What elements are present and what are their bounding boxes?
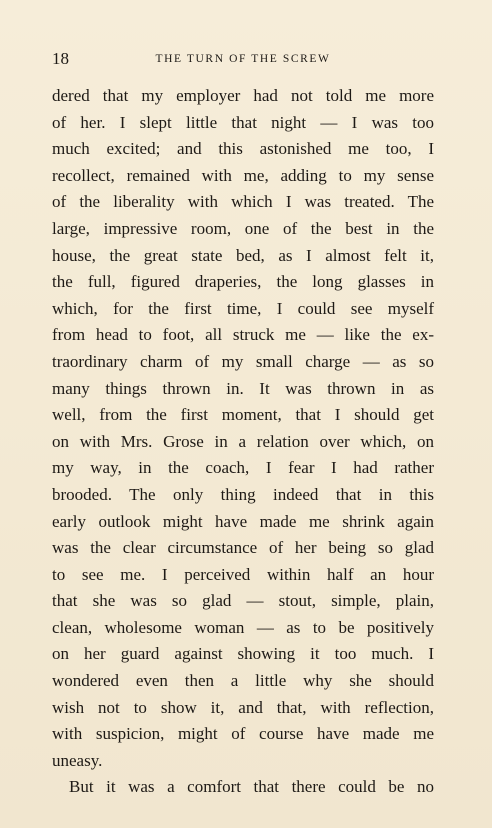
running-title: THE TURN OF THE SCREW [155,53,331,65]
text-line: of the liberality with which I was treated. The [52,192,434,212]
text-line: well, from the first moment, that I should get [52,405,434,425]
text-line: dered that my employer had not told me more [52,86,434,105]
paragraph [52,774,434,801]
text-line: much excited; and this astonished me too, I [52,139,434,159]
text-line: wish not to show it, and that, with reflection, [52,697,434,717]
text-line: early outlook might have made me shrink again [52,511,434,531]
text-line: recollect, remained with me, adding to my sense [52,165,434,185]
text-line: But it was a comfort that there could be no [69,777,434,797]
paragraph [52,83,434,774]
text-line: many things thrown in. It was thrown in as [52,378,434,398]
text-line: which, for the first time, I could see myself [52,298,434,318]
page-header [52,48,434,70]
body-text [52,83,434,801]
text-line: the full, figured draperies, the long glasses in [52,272,434,292]
text-line: of her. I slept little that night — I was too [52,112,434,132]
text-line: on her guard against showing it too much. I [52,644,434,664]
text-line: was the clear circumstance of her being so glad [52,538,434,558]
text-line: house, the great state bed, as I almost felt it, [52,245,434,265]
text-line: on with Mrs. Grose in a relation over which, on [52,431,434,451]
text-line: brooded. The only thing indeed that in this [52,484,434,504]
text-line: wondered even then a little why she should [52,671,434,691]
text-line: with suspicion, might of course have made me [52,724,434,744]
text-line: from head to foot, all struck me — like the ex- [52,325,434,345]
text-line: to see me. I perceived within half an hour [52,564,434,584]
text-line: clean, wholesome woman — as to be positively [52,617,434,637]
page-number: 18 [52,49,69,68]
text-line: traordinary charm of my small charge — as so [52,351,434,371]
text-line: my way, in the coach, I fear I had rather [52,458,434,478]
text-line: uneasy. [52,750,103,770]
text-line: that she was so glad — stout, simple, plain, [52,591,434,611]
text-line: large, impressive room, one of the best in the [52,218,434,238]
